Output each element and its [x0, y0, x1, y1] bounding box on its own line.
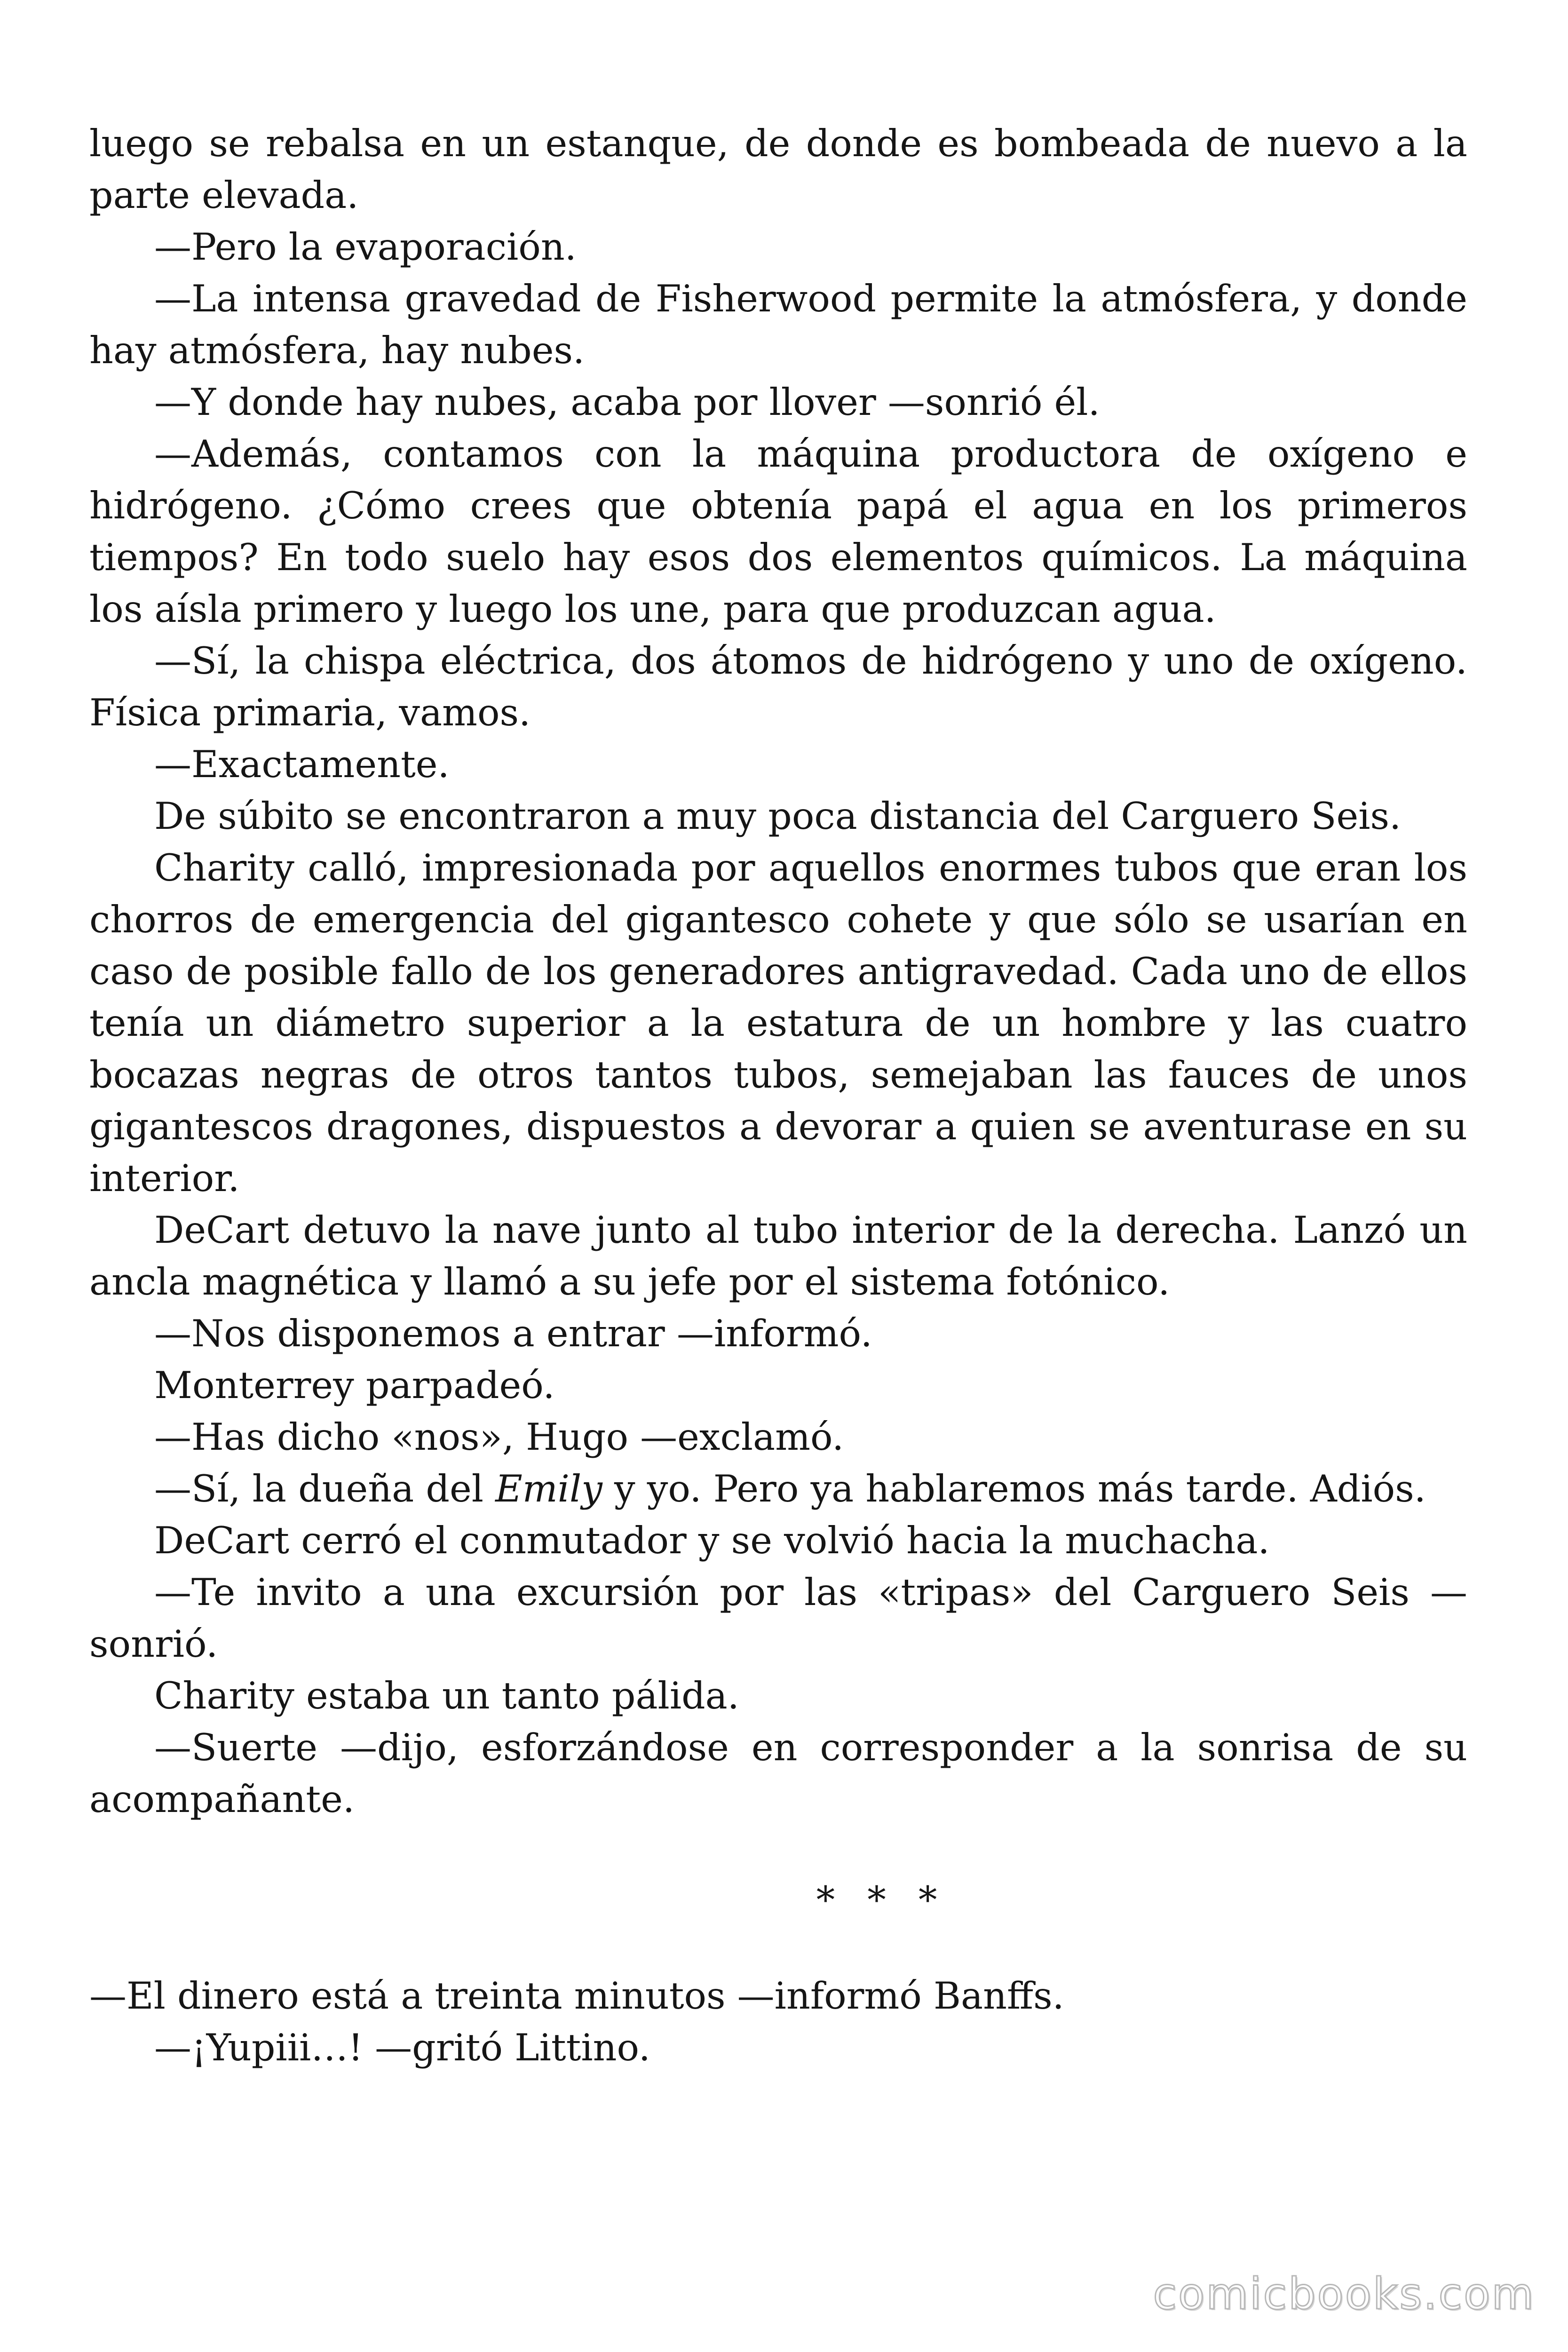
- paragraph: Charity estaba un tanto pálida.: [154, 1674, 739, 1717]
- text-section-before: [89, 118, 1467, 1463]
- text-section-final: [89, 1970, 1467, 2074]
- paragraph: —Has dicho «nos», Hugo —exclamó.: [154, 1415, 844, 1459]
- text-section-after: [89, 1515, 1467, 1825]
- paragraph: luego se rebalsa en un estanque, de donde es bombeada de nuevo a la parte elevada.: [89, 122, 1467, 217]
- watermark: comicbooks.com: [1153, 2269, 1535, 2319]
- paragraph: —Exactamente.: [154, 743, 450, 786]
- scene-separator: * * *: [816, 1878, 948, 1922]
- paragraph: —Suerte —dijo, esforzándose en corresponder a la sonrisa de su acompañante.: [89, 1726, 1467, 1821]
- dialogue-text: y yo. Pero ya hablaremos más tarde. Adiós.: [602, 1467, 1426, 1510]
- paragraph: —Pero la evaporación.: [154, 225, 577, 269]
- paragraph: Monterrey parpadeó.: [154, 1364, 555, 1407]
- paragraph: —La intensa gravedad de Fisherwood permite la atmósfera, y donde hay atmósfera, hay nubes.: [89, 277, 1467, 372]
- paragraph: —El dinero está a treinta minutos —informó Banffs.: [89, 1974, 1064, 2018]
- paragraph: DeCart cerró el conmutador y se volvió hacia la muchacha.: [154, 1519, 1270, 1562]
- paragraph: —Te invito a una excursión por las «tripas» del Carguero Seis — sonrió.: [89, 1571, 1467, 1666]
- paragraph: —Y donde hay nubes, acaba por llover —sonrió él.: [154, 381, 1100, 424]
- paragraph: [89, 1463, 1467, 1515]
- paragraph: —Además, contamos con la máquina productora de oxígeno e hidrógeno. ¿Cómo crees que obtenía papá el agua en los primeros tiempos? En todo suelo hay esos dos elementos químicos. La máquina los aísla primero y luego los une, para que produzcan agua.: [89, 432, 1467, 631]
- paragraph: DeCart detuvo la nave junto al tubo interior de la derecha. Lanzó un ancla magnética y llamó a su jefe por el sistema fotónico.: [89, 1208, 1467, 1303]
- paragraph: De súbito se encontraron a muy poca distancia del Carguero Seis.: [154, 795, 1402, 838]
- body-text: [89, 118, 1467, 2074]
- paragraph: Charity calló, impresionada por aquellos enormes tubos que eran los chorros de emergencia del gigantesco cohete y que sólo se usarían en caso de posible fallo de los generadores antigravedad. Cada uno de ellos tenía un diámetro superior a la estatura de un hombre y las cuatro bocazas negras de otros tantos tubos, semejaban las fauces de unos gigantescos dragones, dispuestos a devorar a quien se aventurase en su interior.: [89, 846, 1467, 1200]
- paragraph: —Nos disponemos a entrar —informó.: [154, 1312, 872, 1355]
- dialogue-text: —Sí, la dueña del: [154, 1467, 496, 1510]
- paragraph: —Sí, la chispa eléctrica, dos átomos de hidrógeno y uno de oxígeno. Física primaria, vamos.: [89, 639, 1467, 734]
- paragraph: —¡Yupiii…! —gritó Littino.: [154, 2026, 650, 2069]
- ship-name: Emily: [495, 1467, 602, 1510]
